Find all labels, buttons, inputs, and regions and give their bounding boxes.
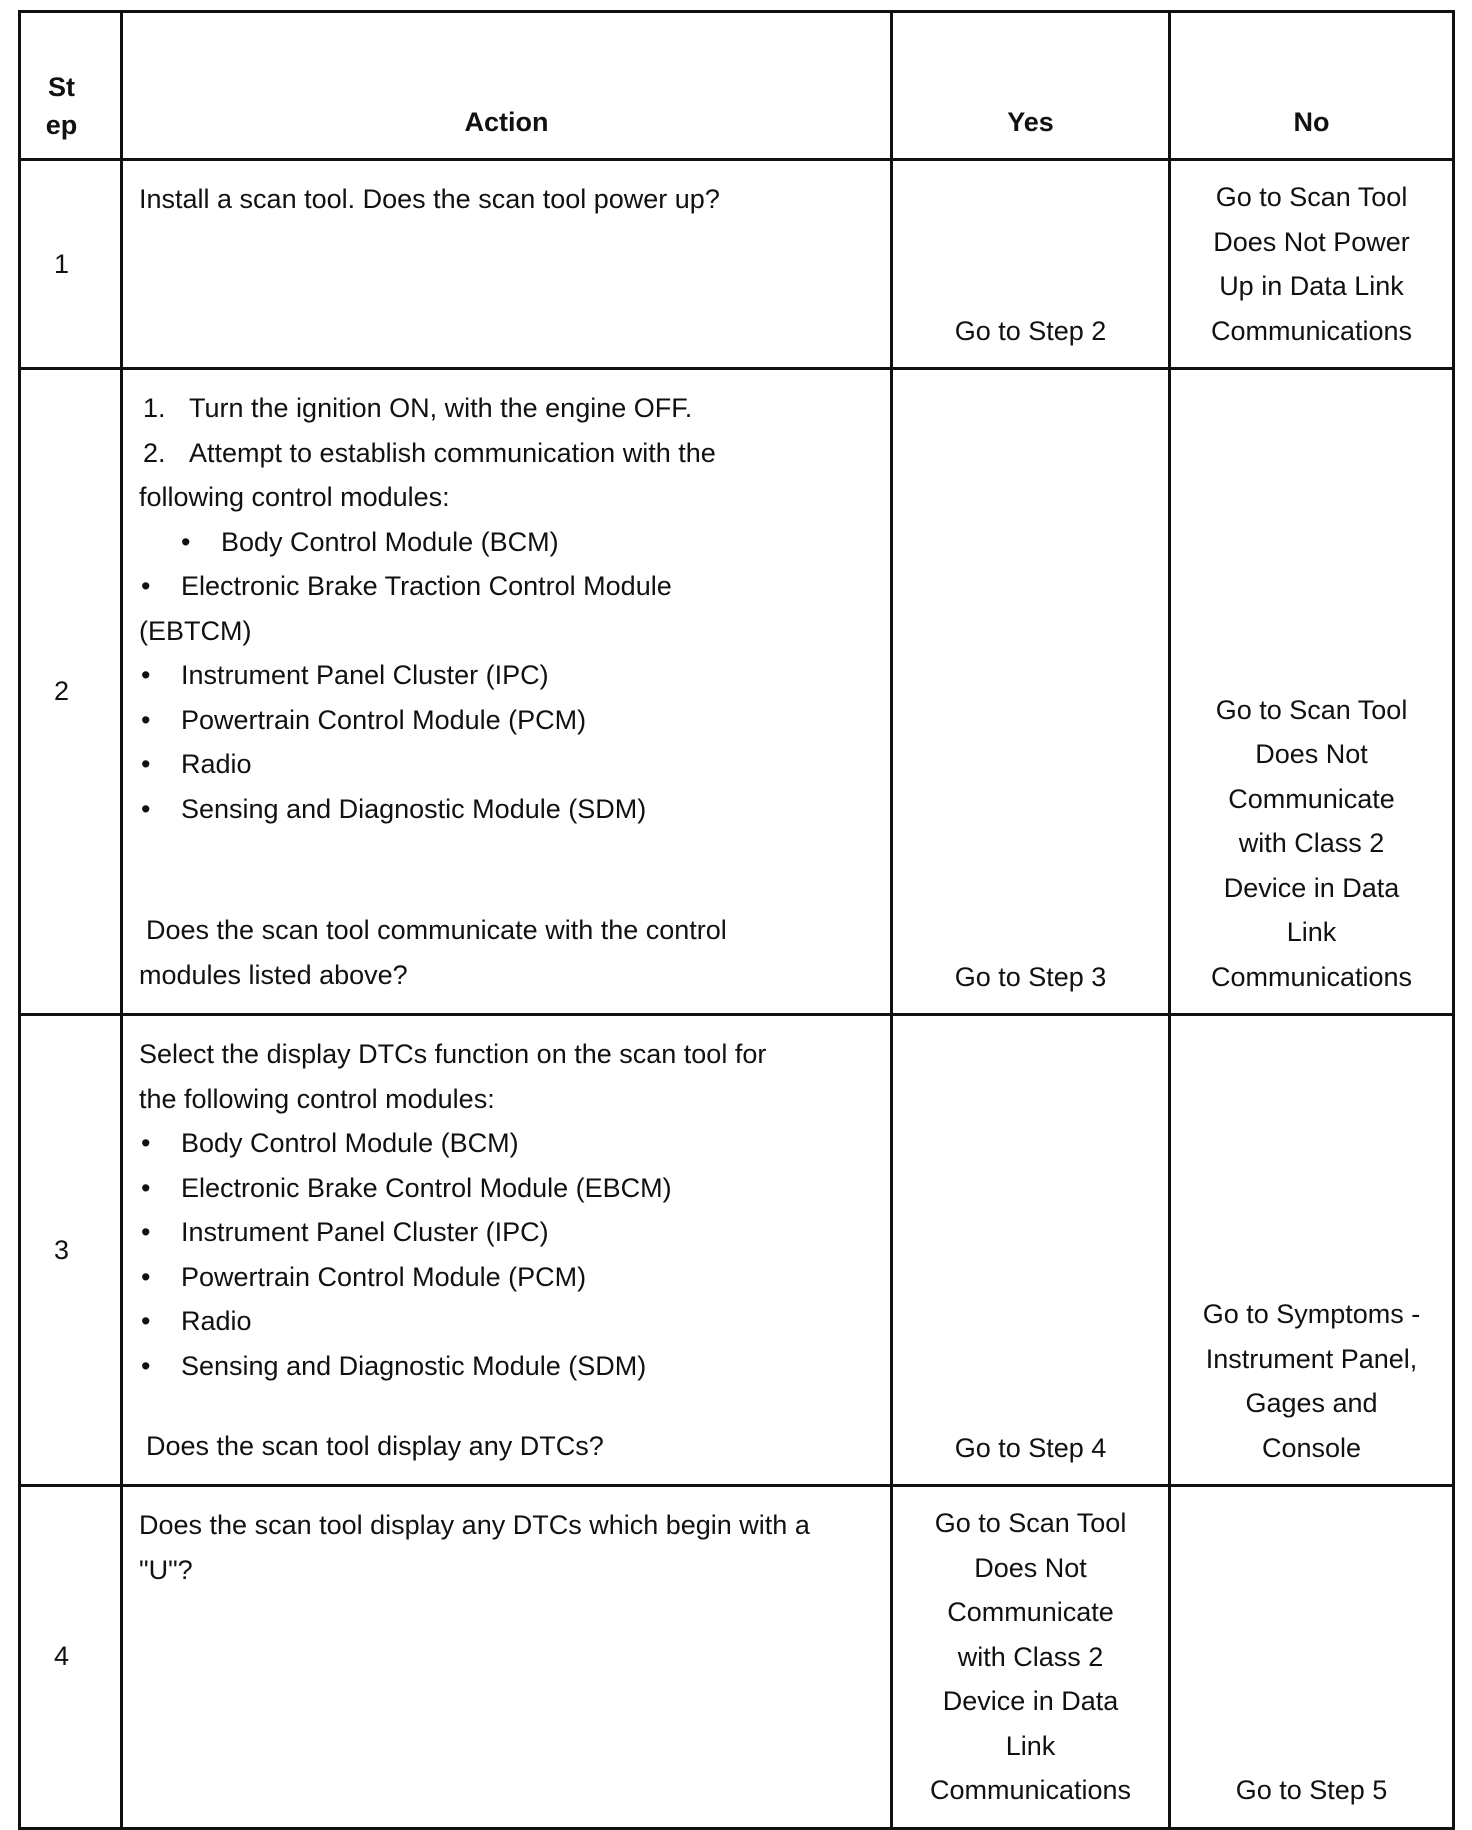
header-yes — [892, 12, 1170, 160]
header-step — [20, 12, 122, 160]
yes-line: Go to Scan Tool — [934, 1508, 1127, 1538]
yes-cell — [892, 369, 1170, 1015]
table-row — [20, 1486, 1454, 1829]
item-text: Attempt to establish communication with the — [189, 437, 716, 468]
yes-line: Communications — [929, 1775, 1132, 1805]
bullet-item — [139, 1210, 874, 1255]
no-line: Communications — [1210, 315, 1413, 346]
step-number: 3 — [53, 1234, 70, 1265]
yes-line: Does Not — [974, 1552, 1087, 1583]
bullet-text: Electronic Brake Control Module (EBCM) — [181, 1172, 672, 1203]
step-cell — [20, 160, 122, 369]
no-line: Communicate — [1228, 783, 1395, 814]
numbered-item — [139, 386, 874, 431]
no-cell — [1170, 1486, 1454, 1829]
header-yes-label: Yes — [1007, 107, 1054, 137]
numbered-item — [139, 431, 874, 476]
action-cell — [122, 160, 892, 369]
yes-line: Device in Data — [942, 1686, 1119, 1716]
item-text: Turn the ignition ON, with the engine OFF. — [189, 393, 693, 423]
table-row — [20, 369, 1454, 1015]
header-step-line1: St — [48, 72, 75, 102]
bullet-text: Instrument Panel Cluster (IPC) — [181, 660, 549, 690]
bullet-icon: • — [141, 1217, 151, 1247]
bullet-item — [139, 1344, 874, 1389]
question-text: Does the scan tool communicate with the control — [146, 915, 727, 945]
bullet-icon: • — [141, 571, 151, 601]
intro-text: the following control modules: — [139, 1083, 495, 1114]
table-header-row — [20, 12, 1454, 160]
header-step-line2: ep — [45, 110, 78, 140]
no-line: Go to Scan Tool — [1215, 182, 1408, 212]
no-line: Does Not — [1255, 739, 1368, 769]
no-line: Communications — [1210, 961, 1413, 992]
no-cell — [1170, 160, 1454, 369]
step-cell — [20, 369, 122, 1015]
bullet-text: Radio — [181, 1306, 252, 1336]
question-text: Does the scan tool display any DTCs? — [146, 1430, 604, 1461]
bullet-icon: • — [141, 1172, 151, 1203]
no-line: Go to Symptoms - — [1202, 1299, 1421, 1329]
table-row — [20, 160, 1454, 369]
action-text: Install a scan tool. Does the scan tool power up? — [139, 184, 720, 214]
no-line: Gages and — [1245, 1388, 1378, 1418]
no-line: Go to Scan Tool — [1215, 694, 1408, 725]
step-number: 4 — [53, 1641, 70, 1672]
action-cell — [122, 1015, 892, 1486]
yes-cell — [892, 160, 1170, 369]
bullet-text: Electronic Brake Traction Control Module — [181, 571, 672, 601]
no-line: Link — [1286, 917, 1337, 947]
no-line: Console — [1261, 1432, 1362, 1463]
yes-line: Link — [1005, 1730, 1056, 1761]
header-no-label: No — [1293, 107, 1330, 137]
yes-cell — [892, 1015, 1170, 1486]
bullet-text: Sensing and Diagnostic Module (SDM) — [181, 793, 647, 824]
bullet-icon: • — [181, 526, 191, 557]
question-text: modules listed above? — [139, 959, 408, 990]
bullet-item — [139, 1166, 874, 1211]
bullet-item — [139, 787, 874, 832]
no-line: with Class 2 — [1238, 828, 1385, 858]
bullet-text: Powertrain Control Module (PCM) — [181, 704, 587, 735]
bullet-icon: • — [141, 1306, 151, 1336]
bullet-text: Powertrain Control Module (PCM) — [181, 1261, 587, 1292]
header-action-label: Action — [464, 107, 549, 137]
bullet-item — [139, 1299, 874, 1344]
bullet-icon: • — [141, 1128, 151, 1158]
no-line: Up in Data Link — [1219, 271, 1404, 301]
bullet-item — [139, 653, 874, 698]
bullet-text: Body Control Module (BCM) — [221, 526, 559, 557]
no-line: Does Not Power — [1213, 226, 1410, 257]
item-continuation: following control modules: — [139, 482, 450, 512]
yes-cell — [892, 1486, 1170, 1829]
yes-line: Go to Step 4 — [954, 1432, 1107, 1463]
step-cell — [20, 1015, 122, 1486]
table-row — [20, 1015, 1454, 1486]
no-line: Go to Step 5 — [1235, 1775, 1388, 1805]
step-number: 2 — [53, 676, 70, 706]
step-number: 1 — [53, 248, 70, 279]
bullet-item — [139, 698, 874, 743]
bullet-icon: • — [141, 793, 151, 824]
bullet-text: Sensing and Diagnostic Module (SDM) — [181, 1350, 647, 1381]
yes-line: Go to Step 3 — [954, 961, 1107, 992]
yes-line: Go to Step 2 — [954, 315, 1107, 346]
no-line: Device in Data — [1223, 872, 1400, 903]
bullet-item — [139, 742, 874, 787]
step-cell — [20, 1486, 122, 1829]
yes-line: with Class 2 — [957, 1641, 1104, 1672]
no-cell — [1170, 369, 1454, 1015]
action-text: Does the scan tool display any DTCs which begin with a — [139, 1510, 810, 1540]
bullet-item — [139, 520, 874, 565]
bullet-icon: • — [141, 704, 151, 735]
bullet-item — [139, 564, 874, 609]
bullet-wrap: (EBTCM) — [139, 615, 252, 646]
yes-line: Communicate — [947, 1597, 1114, 1627]
action-cell — [122, 369, 892, 1015]
no-line: Instrument Panel, — [1205, 1343, 1418, 1374]
bullet-item — [139, 1121, 874, 1166]
bullet-item — [139, 1255, 874, 1300]
bullet-icon: • — [141, 1350, 151, 1381]
bullet-text: Body Control Module (BCM) — [181, 1128, 519, 1158]
header-action — [122, 12, 892, 160]
header-no — [1170, 12, 1454, 160]
bullet-icon: • — [141, 1261, 151, 1292]
bullet-text: Radio — [181, 749, 252, 779]
bullet-text: Instrument Panel Cluster (IPC) — [181, 1217, 549, 1247]
no-cell — [1170, 1015, 1454, 1486]
item-number: 2. — [143, 437, 166, 468]
action-text: "U"? — [139, 1554, 193, 1585]
intro-text: Select the display DTCs function on the scan tool for — [139, 1039, 767, 1069]
bullet-icon: • — [141, 749, 151, 779]
action-cell — [122, 1486, 892, 1829]
item-number: 1. — [143, 393, 166, 423]
bullet-icon: • — [141, 660, 151, 690]
diagnostic-table — [18, 10, 1455, 1830]
